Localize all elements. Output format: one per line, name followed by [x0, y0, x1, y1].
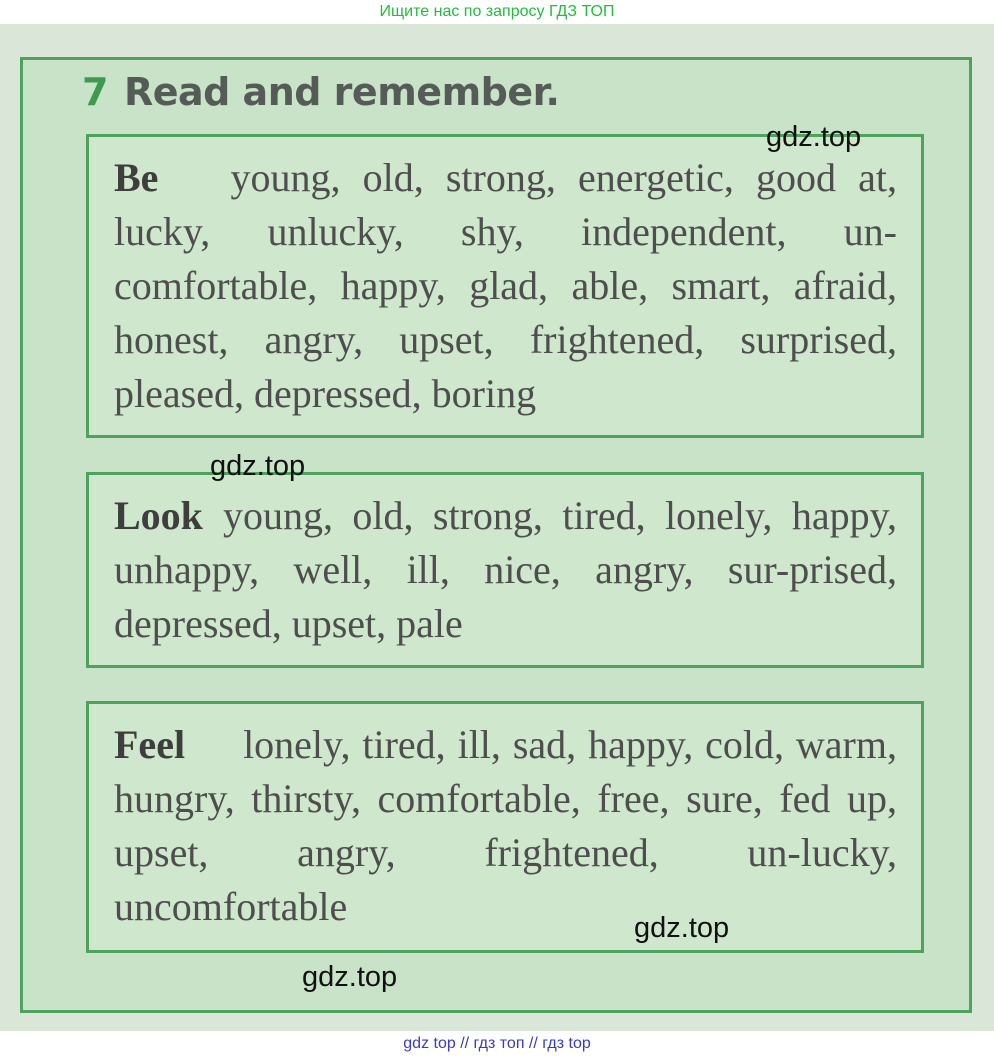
watermark: gdz.top — [210, 450, 306, 482]
words-be: young, old, strong, energetic, good at, lucky, unlucky, shy, independent, un-comfortable, happy, glad, able, smart, afraid, honest, angry, upset, frightened, surprised, pleased, depressed, boring — [114, 155, 897, 416]
words-look: young, old, strong, tired, lonely, happy, unhappy, well, ill, nice, angry, sur-prised, depressed, upset, pale — [114, 493, 897, 646]
box-look — [86, 472, 924, 668]
words-feel: lonely, tired, ill, sad, happy, cold, warm, hungry, thirsty, comfortable, free, sure, fed up, upset, angry, frightened, un-lucky, uncomfortable — [114, 722, 897, 929]
exercise-title: Read and remember. — [123, 70, 560, 114]
watermark: gdz.top — [302, 961, 398, 993]
box-feel — [86, 701, 924, 953]
exercise-number: 7 — [82, 70, 108, 114]
bottom-banner: gdz top // гдз топ // гдз top — [403, 1035, 591, 1052]
verb-look: Look — [114, 493, 203, 538]
watermark: gdz.top — [766, 121, 862, 153]
verb-feel: Feel — [114, 722, 186, 767]
box-be — [86, 134, 924, 438]
top-banner: Ищите нас по запросу ГДЗ ТОП — [379, 3, 615, 20]
exercise-heading — [82, 70, 559, 114]
watermark: gdz.top — [634, 912, 730, 944]
verb-be: Be — [114, 155, 159, 200]
